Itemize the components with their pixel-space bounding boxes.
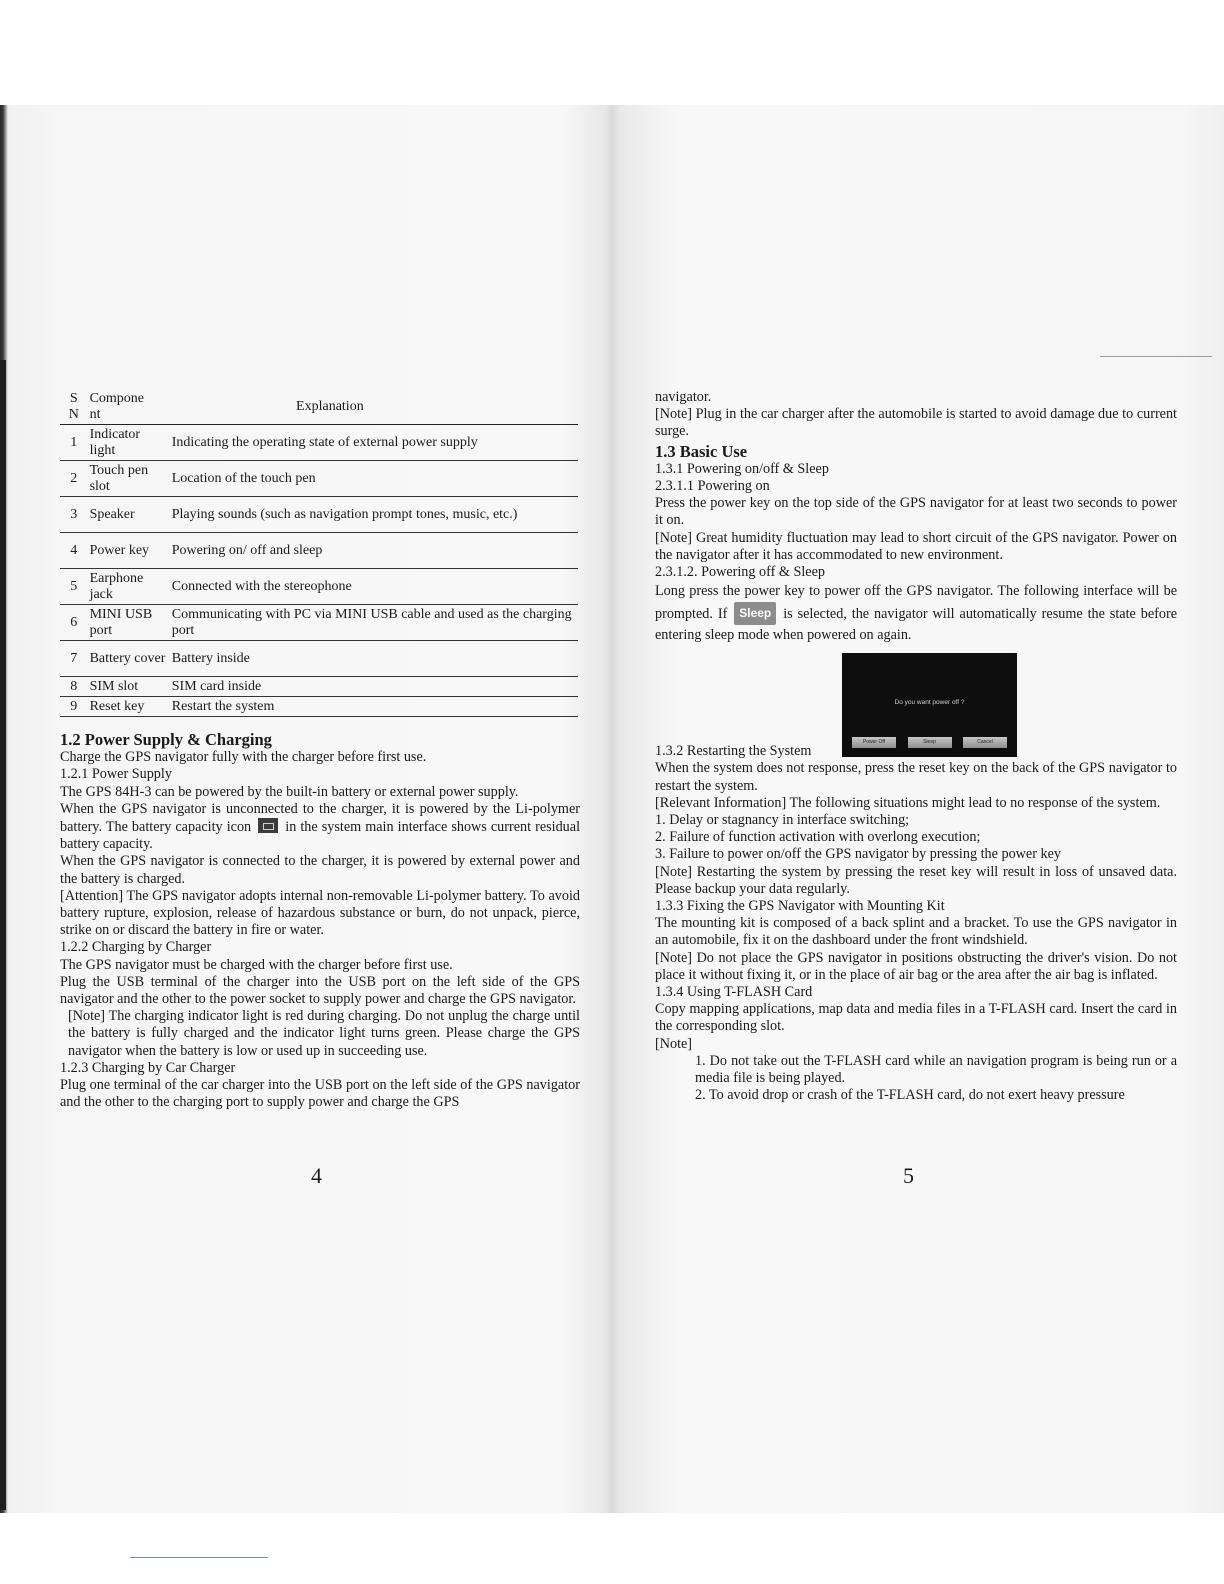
subheading: 1.2.2 Charging by Charger bbox=[60, 939, 212, 956]
subheading: 1.3.1 Powering on/off & Sleep bbox=[655, 460, 829, 477]
paragraph: The GPS navigator must be charged with the charger before first use. bbox=[60, 956, 453, 973]
row-component: Reset key bbox=[89, 698, 145, 714]
row-component: MINI USB port bbox=[89, 606, 153, 638]
paragraph: When the GPS navigator is connected to the charger, it is powered by external power and the battery is charged. bbox=[60, 853, 580, 887]
row-sn: 2 bbox=[70, 470, 78, 486]
row-component: Speaker bbox=[89, 506, 135, 522]
paragraph-note: [Note] The charging indicator light is red during charging. Do not unplug the charge until the battery is fully charged and the indicator light turns green. Please charge the GPS navigator when the battery is low or used up in succeeding use. bbox=[68, 1008, 580, 1059]
row-component: Battery cover bbox=[89, 650, 166, 666]
right-page bbox=[655, 389, 1177, 1105]
row-component: Earphone jack bbox=[89, 570, 144, 602]
row-explanation: Battery inside bbox=[171, 650, 250, 666]
row-explanation: Indicating the operating state of external power supply bbox=[171, 434, 478, 450]
paragraph-note: [Note] Restarting the system by pressing the reset key will result in loss of unsaved data. Please backup your data regularly. bbox=[655, 863, 1177, 897]
paragraph: Press the power key on the top side of the GPS navigator for at least two seconds to power it on. bbox=[655, 495, 1177, 529]
list-item: 3. Failure to power on/off the GPS navigator by pressing the power key bbox=[655, 846, 1061, 863]
subheading: 1.3.2 Restarting the System bbox=[655, 743, 812, 760]
subheading: 1.2.1 Power Supply bbox=[60, 766, 172, 783]
sleep-text-before: Long press the power key to power off the GPS navigator. The following interface will be prompted. If bbox=[655, 583, 1177, 623]
row-explanation: Playing sounds (such as navigation prompt tones, music, etc.) bbox=[171, 506, 518, 522]
subheading: 2.3.1.1 Powering on bbox=[655, 478, 770, 495]
paragraph: The mounting kit is composed of a back splint and a bracket. To use the GPS navigator in an automobile, fix it on the dashboard under the front windshield. bbox=[655, 915, 1177, 949]
subheading: 1.2.3 Charging by Car Charger bbox=[60, 1059, 236, 1076]
table-row bbox=[60, 697, 578, 717]
header-component: Compone nt bbox=[89, 391, 145, 422]
paragraph: Copy mapping applications, map data and media files in a T-FLASH card. Insert the card in the corresponding slot. bbox=[655, 1001, 1177, 1035]
table-row bbox=[60, 533, 578, 569]
row-sn: 6 bbox=[70, 614, 78, 630]
table-row bbox=[60, 569, 578, 605]
table-header-row bbox=[60, 390, 578, 425]
left-page bbox=[60, 390, 580, 1111]
paragraph: Charge the GPS navigator fully with the charger before first use. bbox=[60, 749, 427, 766]
table-row bbox=[60, 677, 578, 697]
list-item: 2. Failure of function activation with overlong execution; bbox=[655, 829, 981, 846]
power-off-dialog-screenshot bbox=[842, 653, 1017, 757]
paragraph: navigator. bbox=[655, 389, 712, 405]
row-explanation: Restart the system bbox=[171, 698, 275, 714]
table-row bbox=[60, 497, 578, 533]
subheading: 1.3.3 Fixing the GPS Navigator with Mounting Kit bbox=[655, 898, 945, 915]
paragraph-note: [Note] Plug in the car charger after the automobile is started to avoid damage due to current surge. bbox=[655, 406, 1177, 440]
battery-text-before: When the GPS navigator is unconnected to the charger, it is powered by the Li-polymer battery. The battery capacity icon bbox=[60, 800, 580, 836]
sleep-button: Sleep bbox=[908, 737, 952, 748]
cancel-button: Cancel bbox=[963, 737, 1007, 748]
header-explanation: Explanation bbox=[296, 399, 364, 414]
table-row bbox=[60, 461, 578, 497]
list-item: 2. To avoid drop or crash of the T-FLASH card, do not exert heavy pressure bbox=[695, 1087, 1125, 1104]
row-sn: 5 bbox=[70, 578, 78, 594]
table-row bbox=[60, 641, 578, 677]
sleep-text-after: is selected, the navigator will automatically resume the state before entering sleep mode when powered on again. bbox=[655, 606, 1178, 644]
components-table bbox=[60, 390, 578, 717]
row-explanation: Powering on/ off and sleep bbox=[171, 542, 323, 558]
page-number: 4 bbox=[311, 1163, 322, 1188]
list-item: 1. Do not take out the T-FLASH card while an navigation program is being run or a media file is being played. bbox=[695, 1052, 1177, 1087]
paragraph-attention: [Attention] The GPS navigator adopts internal non-removable Li-polymer battery. To avoid battery rupture, explosion, release of hazardous substance or burn, do not unpack, pierce, strike on or discard the battery in fire or water. bbox=[60, 887, 580, 939]
section-title-basic-use: 1.3 Basic Use bbox=[655, 441, 748, 461]
table-row bbox=[60, 605, 578, 641]
header-sn: S N bbox=[68, 391, 79, 422]
row-sn: 9 bbox=[70, 698, 78, 714]
table-row bbox=[60, 425, 578, 461]
list-item: 1. Delay or stagnancy in interface switching; bbox=[655, 812, 910, 829]
row-component: Indicator light bbox=[89, 426, 141, 458]
paragraph-sleep bbox=[655, 581, 1177, 646]
scan-edge-line bbox=[1100, 356, 1212, 357]
dialog-title: Do you want power off ? bbox=[894, 699, 965, 707]
subheading: 1.3.4 Using T-FLASH Card bbox=[655, 984, 813, 1001]
scan-edge-left bbox=[0, 360, 6, 1510]
power-off-button: Power Off bbox=[852, 737, 896, 748]
paragraph-battery-icon bbox=[60, 801, 580, 854]
row-explanation: Communicating with PC via MINI USB cable and used as the charging port bbox=[171, 606, 572, 638]
paragraph: [Relevant Information] The following situations might lead to no response of the system. bbox=[655, 794, 1161, 811]
paragraph-note: [Note] Great humidity fluctuation may lead to short circuit of the GPS navigator. Power on the navigator after it has accommodated to new environment. bbox=[655, 529, 1177, 563]
row-component: Power key bbox=[89, 542, 150, 558]
row-component: SIM slot bbox=[89, 678, 139, 694]
row-explanation: Connected with the stereophone bbox=[171, 578, 352, 594]
row-sn: 3 bbox=[70, 506, 78, 522]
paragraph: Plug the USB terminal of the charger into the USB port on the left side of the GPS navigator and the other to the power socket to supply power and charge the GPS navigator. bbox=[60, 973, 580, 1008]
row-sn: 1 bbox=[70, 434, 78, 450]
paragraph: Plug one terminal of the car charger into the USB port on the left side of the GPS navigator and the other to the charging port to supply power and charge the GPS bbox=[60, 1077, 580, 1111]
battery-text-after: in the system main interface shows current residual battery capacity. bbox=[60, 819, 581, 853]
subheading: 2.3.1.2. Powering off & Sleep bbox=[655, 564, 825, 581]
page-number: 5 bbox=[903, 1163, 914, 1188]
dialog-buttons bbox=[852, 737, 1007, 748]
battery-icon bbox=[258, 818, 278, 833]
row-component: Touch pen slot bbox=[89, 462, 149, 494]
row-explanation: SIM card inside bbox=[171, 678, 262, 694]
row-sn: 4 bbox=[70, 542, 78, 558]
scan-edge-bottom-line bbox=[130, 1557, 268, 1558]
paragraph: The GPS 84H-3 can be powered by the built-in battery or external power supply. bbox=[60, 783, 519, 800]
row-sn: 8 bbox=[70, 678, 78, 694]
row-sn: 7 bbox=[70, 650, 78, 666]
paragraph: When the system does not response, press the reset key on the back of the GPS navigator to restart the system. bbox=[655, 760, 1177, 794]
row-explanation: Location of the touch pen bbox=[171, 470, 316, 486]
note-label: [Note] bbox=[655, 1035, 693, 1052]
section-title-power-supply: 1.2 Power Supply & Charging bbox=[60, 730, 272, 749]
paragraph-note: [Note] Do not place the GPS navigator in positions obstructing the driver's vision. Do not place it without fixing it, or in the place of air bag or the area after the air bag is inflated. bbox=[655, 949, 1177, 983]
sleep-button-image: Sleep bbox=[734, 602, 776, 625]
